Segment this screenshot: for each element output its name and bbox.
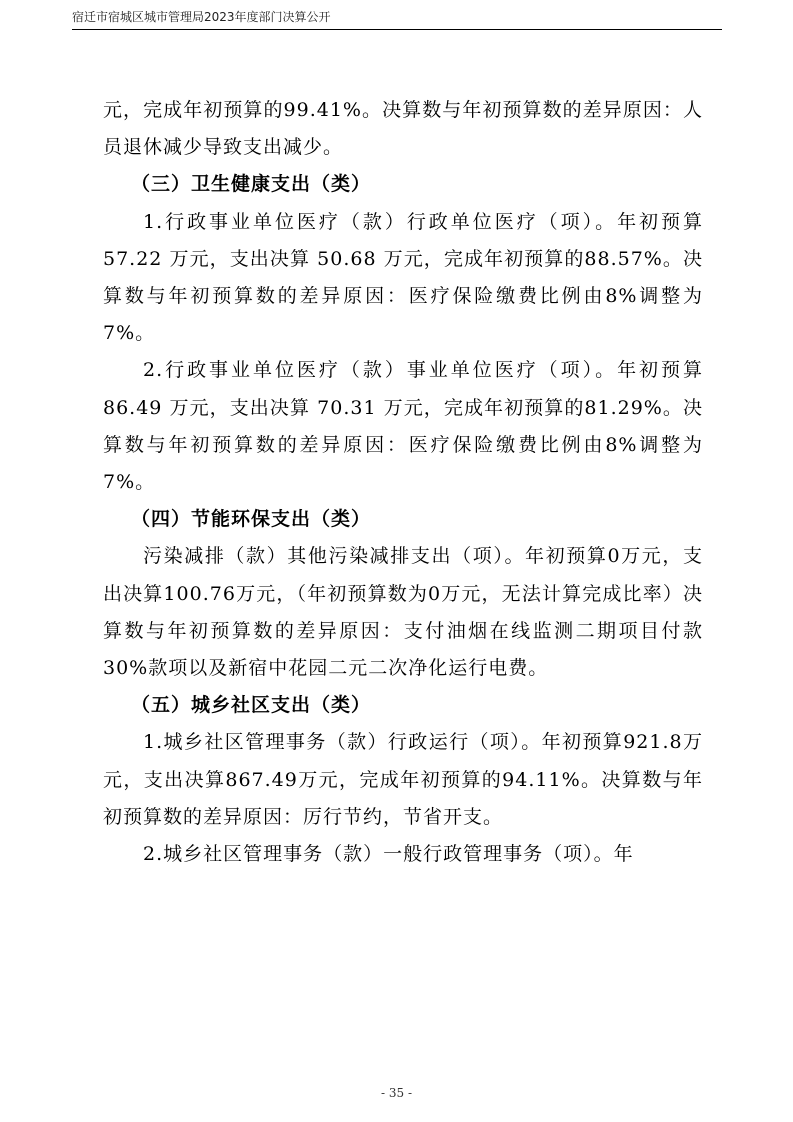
paragraph-institution-medical: 2.行政事业单位医疗（款）事业单位医疗（项）。年初预算 86.49 万元，支出决算 70.31 万元，完成年初预算的81.29%。决算数与年初预算数的差异原因：医疗保险缴费比例由8%调整为7%。 (103, 359, 703, 494)
paragraph-continuation: 元，完成年初预算的99.41%。决算数与年初预算数的差异原因：人员退休减少导致支出减少。 (103, 99, 703, 159)
paragraph-admin-medical: 1.行政事业单位医疗（款）行政单位医疗（项）。年初预算 57.22 万元，支出决算 50.68 万元，完成年初预算的88.57%。决算数与年初预算数的差异原因：医疗保险缴费比例由8%调整为7%。 (103, 210, 703, 345)
paragraph-administrative-operation: 1.城乡社区管理事务（款）行政运行（项）。年初预算921.8万元，支出决算867.49万元，完成年初预算的94.11%。决算数与年初预算数的差异原因：厉行节约，节省开支。 (103, 731, 703, 828)
page-header: 宿迁市宿城区城市管理局2023年度部门决算公开 (72, 10, 331, 24)
document-body (103, 92, 703, 873)
header-divider (72, 29, 722, 30)
paragraph-general-admin-affairs: 2.城乡社区管理事务（款）一般行政管理事务（项）。年 (143, 843, 634, 866)
section-heading-urban-rural: （五）城乡社区支出（类） (131, 694, 372, 717)
paragraph-pollution-reduction: 污染减排（款）其他污染减排支出（项）。年初预算0万元，支出决算100.76万元，（年初预算数为0万元，无法计算完成比率）决算数与年初预算数的差异原因：支付油烟在线监测二期项目付款30%款项以及新宿中花园二元二次净化运行电费。 (103, 545, 703, 680)
section-heading-environment: （四）节能环保支出（类） (131, 508, 372, 531)
section-heading-health: （三）卫生健康支出（类） (131, 173, 372, 196)
page-number: - 35 - (380, 1086, 412, 1100)
